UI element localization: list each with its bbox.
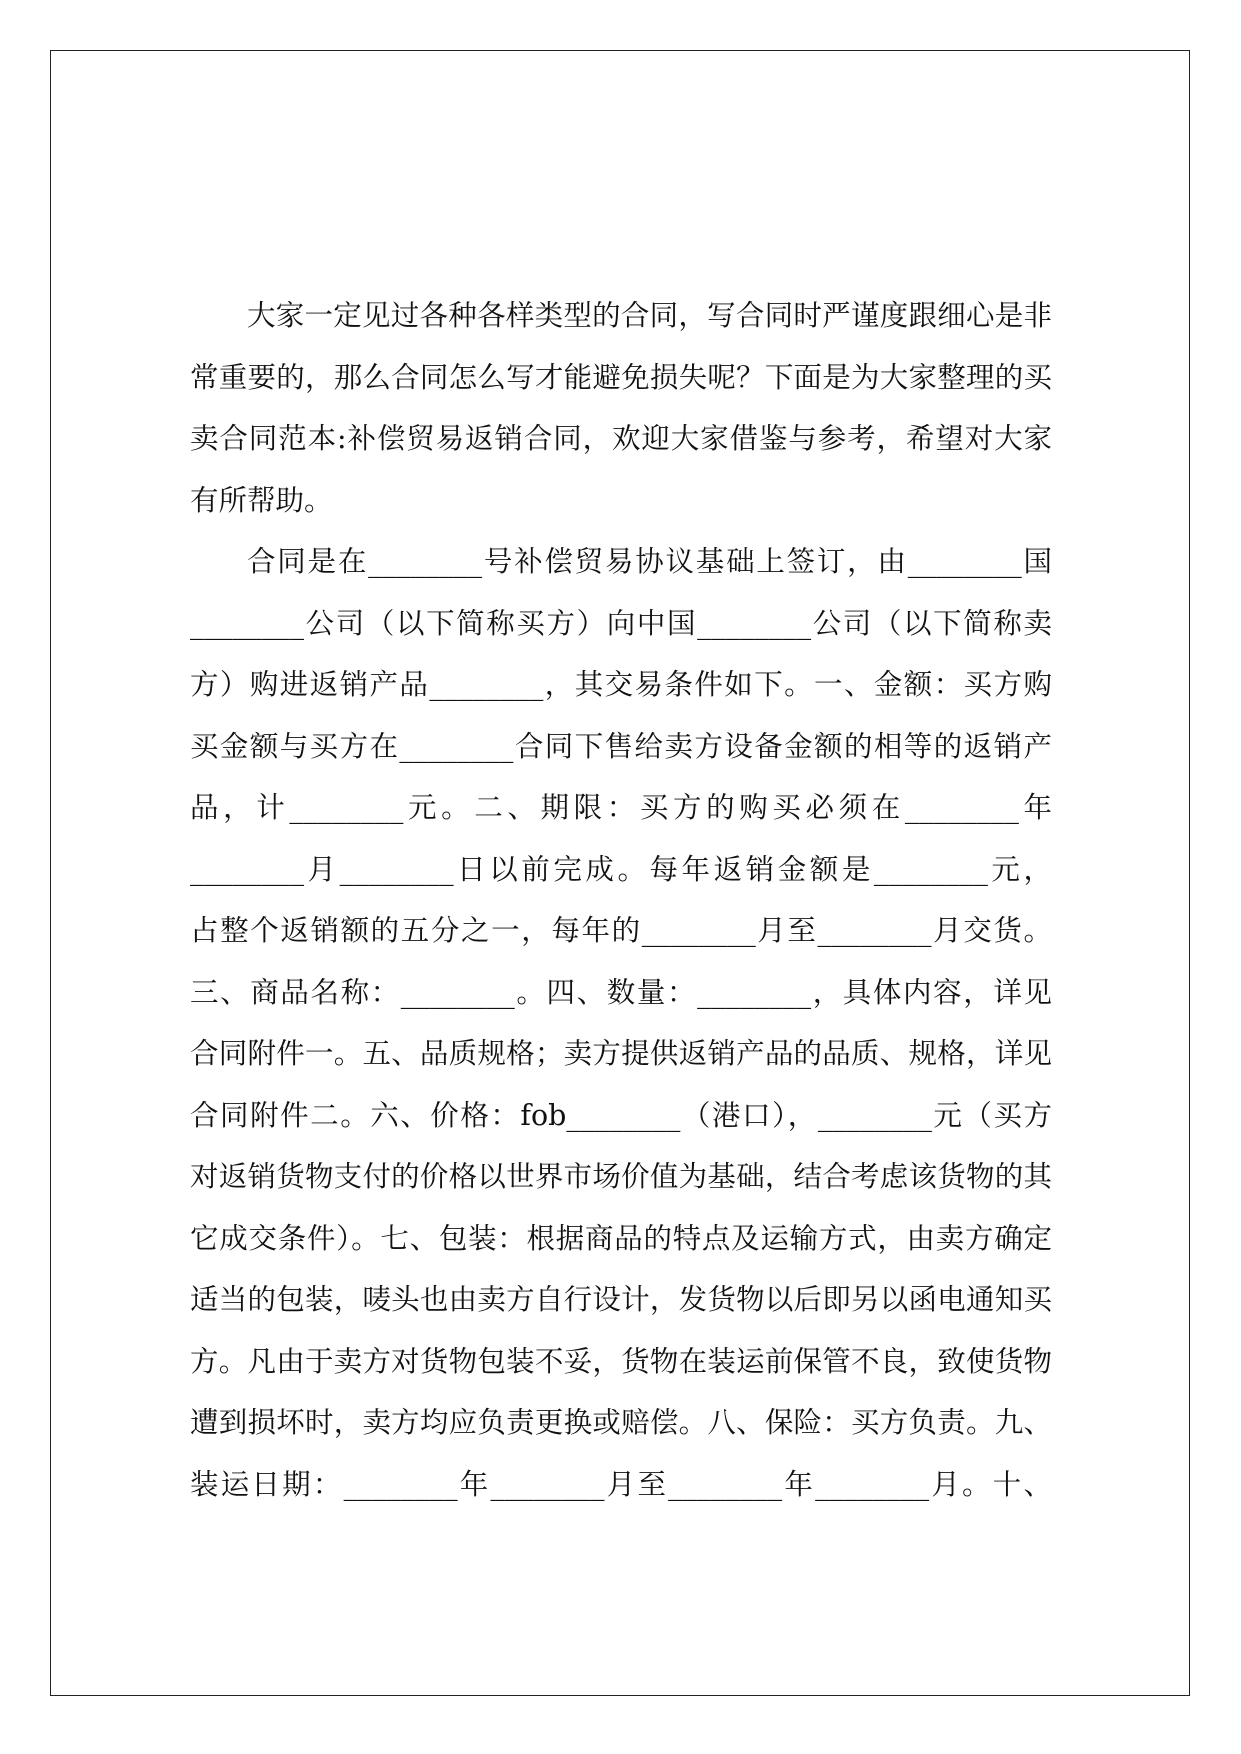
text-line: 对返销货物支付的价格以世界市场价值为基础，结合考虑该货物的其 <box>190 1160 1052 1193</box>
text-line: 装运日期：________年________月至________年________月。十、 <box>190 1467 1052 1501</box>
text-line: 三、商品名称：________。四、数量：________，具体内容，详见 <box>190 975 1052 1009</box>
text-line: 适当的包装，唛头也由卖方自行设计，发货物以后即另以函电通知买 <box>190 1283 1052 1316</box>
text-line: ________公司（以下简称买方）向中国________公司（以下简称卖 <box>190 606 1052 640</box>
text-line: 有所帮助。 <box>190 483 333 517</box>
text-line: 合同附件一。五、品质规格；卖方提供返销产品的品质、规格，详见 <box>190 1037 1052 1070</box>
text-line: 卖合同范本:补偿贸易返销合同，欢迎大家借鉴与参考，希望对大家 <box>190 422 1052 455</box>
text-line: 常重要的，那么合同怎么写才能避免损失呢？下面是为大家整理的买 <box>190 360 1052 394</box>
text-line: 品，计________元。二、期限：买方的购买必须在________年 <box>190 791 1052 824</box>
text-line: 它成交条件）。七、包装：根据商品的特点及运输方式，由卖方确定 <box>190 1221 1052 1255</box>
intro-paragraph <box>190 285 1052 531</box>
text-line: 大家一定见过各种各样类型的合同，写合同时严谨度跟细心是非 <box>247 299 1052 332</box>
text-line: 方。凡由于卖方对货物包装不妥，货物在装运前保管不良，致使货物 <box>190 1344 1052 1378</box>
document-body <box>190 285 1052 1515</box>
text-line: ________月________日以前完成。每年返销金额是________元， <box>190 852 1052 886</box>
text-line: 合同附件二。六、价格：fob________（港口），________元（买方 <box>190 1098 1052 1132</box>
text-line: 遭到损坏时，卖方均应负责更换或赔偿。八、保险：买方负责。九、 <box>190 1406 1052 1439</box>
text-line: 合同是在________号补偿贸易协议基础上签订，由________国 <box>247 545 1052 578</box>
text-line: 占整个返销额的五分之一，每年的________月至________月交货。 <box>190 914 1052 947</box>
contract-paragraph <box>190 531 1052 1515</box>
text-line: 方）购进返销产品________，其交易条件如下。一、金额：买方购 <box>190 668 1052 701</box>
text-line: 买金额与买方在________合同下售给卖方设备金额的相等的返销产 <box>190 729 1052 763</box>
